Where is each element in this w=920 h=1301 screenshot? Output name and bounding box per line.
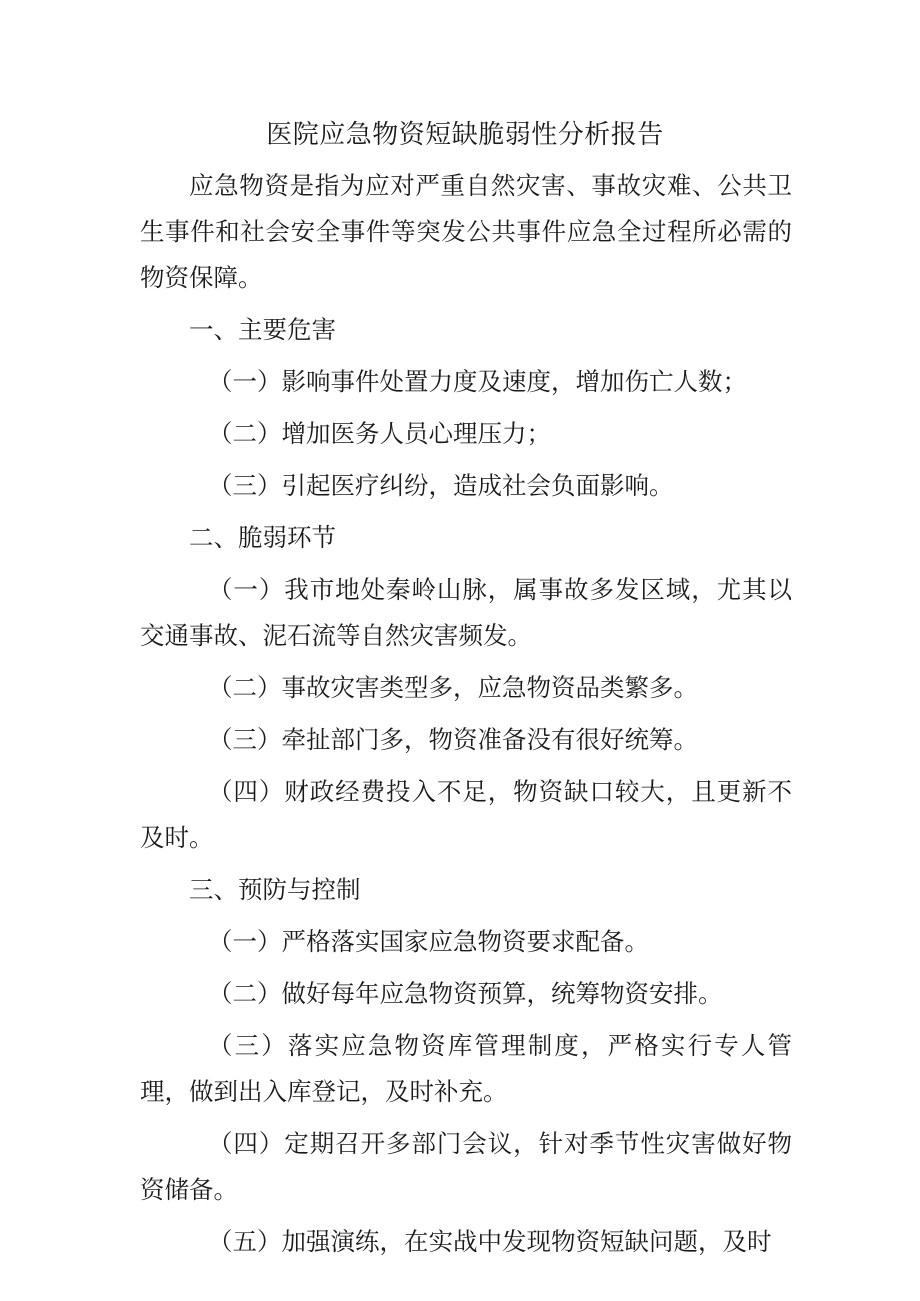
section-heading: 二、脆弱环节 xyxy=(189,523,336,552)
list-item: （一）严格落实国家应急物资要求配备。 xyxy=(208,927,649,956)
list-item: （四）定期召开多部门会议，针对季节性灾害做好物资储备。 xyxy=(140,1129,792,1204)
list-item: （二）事故灾害类型多，应急物资品类繁多。 xyxy=(208,673,698,702)
document-title: 医院应急物资短缺脆弱性分析报告 xyxy=(266,120,664,150)
list-item: （四）财政经费投入不足，物资缺口较大，且更新不及时。 xyxy=(140,777,792,852)
document-body xyxy=(140,163,792,1265)
list-item: （五）加强演练，在实战中发现物资短缺问题，及时 xyxy=(208,1227,772,1256)
list-item: （一）我市地处秦岭山脉，属事故多发区域，尤其以交通事故、泥石流等自然灾害频发。 xyxy=(140,575,792,650)
list-item: （三）引起医疗纠纷，造成社会负面影响。 xyxy=(208,471,674,500)
section-heading: 三、预防与控制 xyxy=(189,875,361,904)
list-item: （三）牵扯部门多，物资准备没有很好统筹。 xyxy=(208,725,698,754)
list-item: （一）影响事件处置力度及速度，增加伤亡人数； xyxy=(208,367,747,396)
section-heading: 一、主要危害 xyxy=(189,315,336,344)
list-item: （二）做好每年应急物资预算，统筹物资安排。 xyxy=(208,979,723,1008)
list-item: （三）落实应急物资库管理制度，严格实行专人管理，做到出入库登记，及时补充。 xyxy=(140,1031,792,1106)
intro-paragraph: 应急物资是指为应对严重自然灾害、事故灾难、公共卫生事件和社会安全事件等突发公共事件应急全过程所必需的物资保障。 xyxy=(140,171,792,292)
list-item: （二）增加医务人员心理压力； xyxy=(208,419,551,448)
